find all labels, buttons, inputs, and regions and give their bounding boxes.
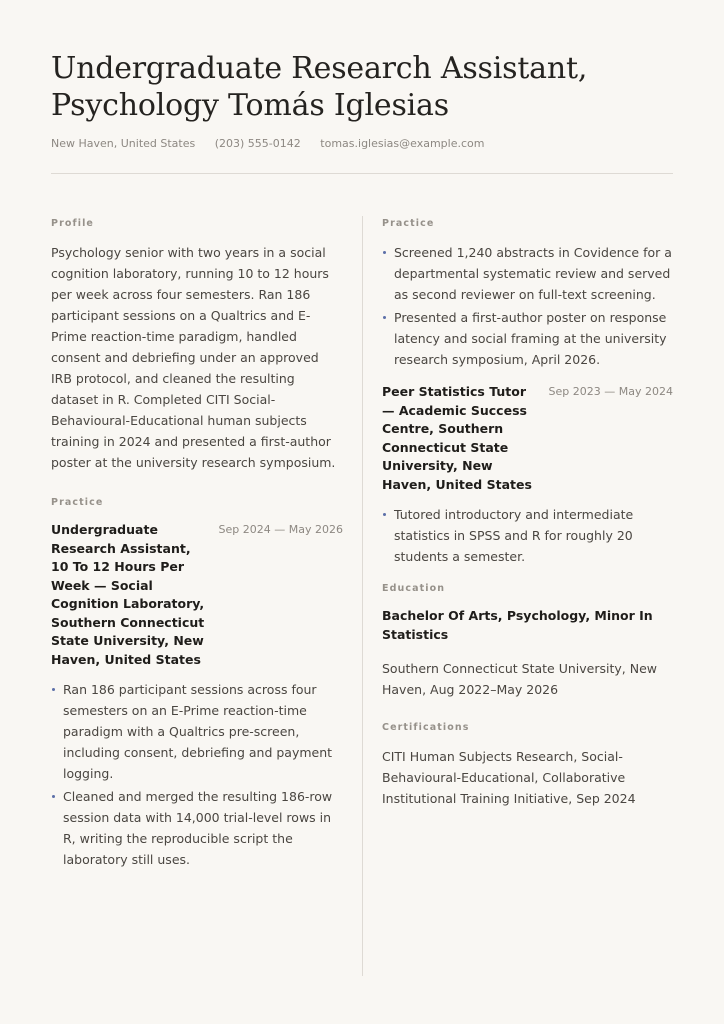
degree-detail: Southern Connecticut State University, New Haven, Aug 2022–May 2026 (382, 661, 657, 697)
practice-bullets (382, 242, 673, 370)
degree-title: Bachelor Of Arts, Psychology, Minor In Statistics (382, 608, 653, 642)
section-label-practice: Practice (51, 497, 104, 508)
practice-section-right (382, 218, 673, 567)
list-item: Ran 186 participant sessions across four semesters on an E-Prime reaction-time paradigm with a Qualtrics pre-screen, including consent, debriefing and payment logging. (51, 679, 343, 784)
role-dates: Sep 2023 — May 2024 (548, 385, 673, 398)
list-item: Tutored introductory and intermediate statistics in SPSS and R for roughly 20 students a semester. (382, 504, 673, 567)
column-divider (362, 216, 363, 976)
profile-section (51, 218, 343, 473)
section-label-profile: Profile (51, 218, 94, 229)
page-title: Undergraduate Research Assistant, Psychology Tomás Iglesias (51, 51, 588, 123)
role-dates: Sep 2024 — May 2026 (218, 523, 343, 536)
list-item: Cleaned and merged the resulting 186-row session data with 14,000 trial-level rows in R, writing the reproducible script the laboratory still uses. (51, 786, 343, 870)
section-label-practice: Practice (382, 218, 435, 229)
role-bullets (51, 679, 343, 870)
resume-page (51, 0, 673, 1024)
header-divider (51, 173, 673, 174)
section-label-certifications: Certifications (382, 722, 470, 733)
role-title: Undergraduate Research Assistant, 10 To 12 Hours Per Week — Social Cognition Laboratory, Southern Connecticut State University, New Haven, United States (51, 522, 205, 667)
email-text: tomas.iglesias@example.com (320, 137, 485, 150)
role-bullets (382, 504, 673, 567)
left-column (51, 218, 343, 872)
role-header (382, 383, 673, 494)
contact-line (51, 136, 500, 152)
list-item: Presented a first-author poster on response latency and social framing at the university research symposium, April 2026. (382, 307, 673, 370)
profile-text: Psychology senior with two years in a social cognition laboratory, running 10 to 12 hours per week across four semesters. Ran 186 participant sessions on a Qualtrics and E-Prime reaction-time paradigm, handled consent and debriefing under an approved IRB protocol, and cleaned the resulting dataset in R. Completed CITI Social-Behavioural-Educational human subjects training in 2024 and presented a first-author poster at the university research symposium. (51, 245, 336, 470)
phone-text: (203) 555-0142 (214, 137, 301, 150)
section-label-education: Education (382, 583, 446, 594)
location-text: New Haven, United States (51, 137, 196, 150)
right-column (382, 218, 673, 809)
role-title: Peer Statistics Tutor — Academic Success Centre, Southern Connecticut State University, New Haven, United States (382, 384, 532, 492)
education-section (382, 583, 673, 700)
certification-text: CITI Human Subjects Research, Social-Behavioural-Educational, Collaborative Institutional Training Initiative, Sep 2024 (382, 749, 636, 806)
list-item: Screened 1,240 abstracts in Covidence for a departmental systematic review and served as second reviewer on full-text screening. (382, 242, 673, 305)
certifications-section (382, 722, 673, 809)
practice-section-left (51, 497, 343, 870)
role-header (51, 521, 343, 669)
